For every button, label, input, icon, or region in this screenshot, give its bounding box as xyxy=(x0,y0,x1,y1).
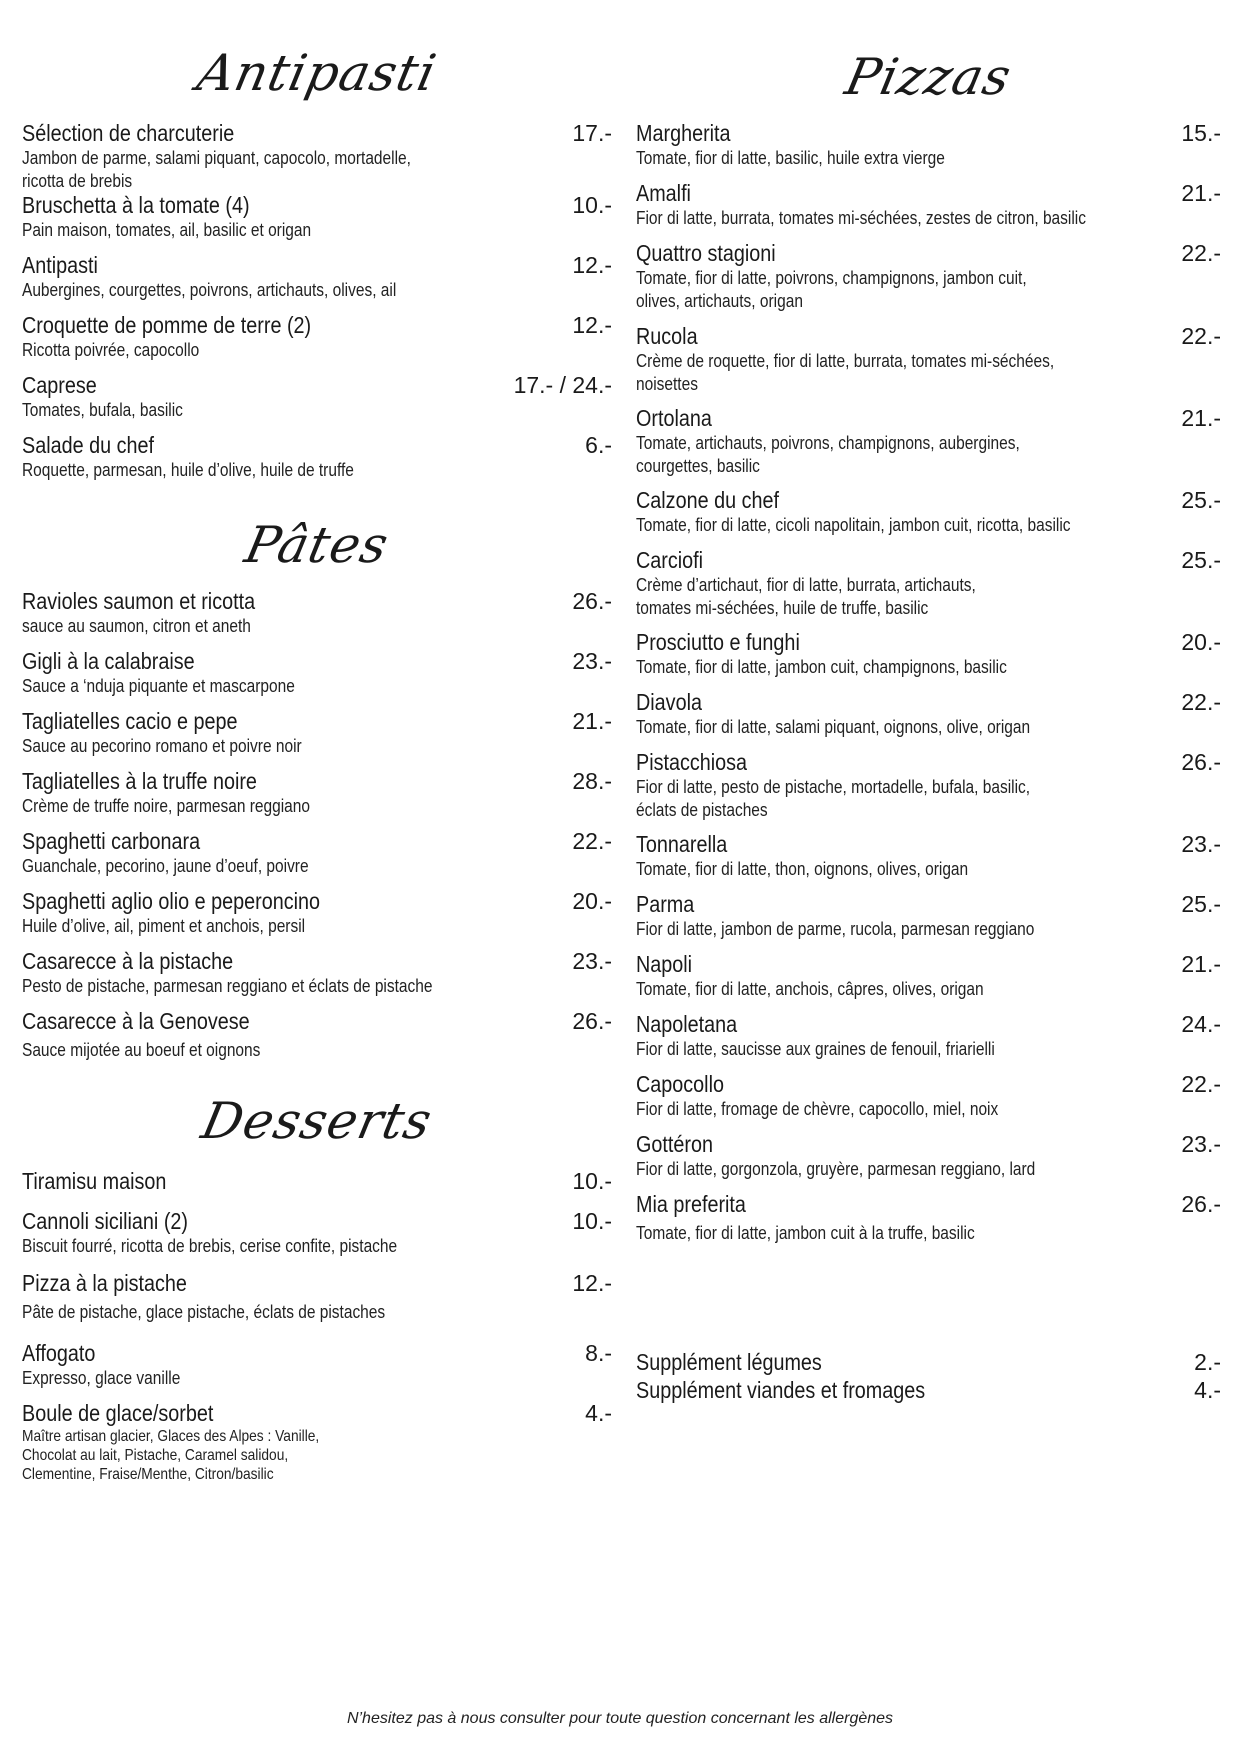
item-name: Tiramisu maison xyxy=(22,1168,167,1194)
item-name: Mia preferita xyxy=(636,1191,746,1217)
item-desc: Tomate, artichauts, poivrons, champignons, aubergines, courgettes, basilic xyxy=(636,433,1020,476)
item-price: 15.- xyxy=(1181,120,1221,146)
item-price: 23.- xyxy=(1181,1131,1221,1157)
antipasti-list xyxy=(22,120,612,492)
item-price: 23.- xyxy=(572,648,612,674)
item-desc: Crème de truffe noire, parmesan reggiano xyxy=(22,796,310,816)
item-name: Sélection de charcuterie xyxy=(22,120,235,146)
item-desc: Tomate, fior di latte, anchois, câpres, olives, origan xyxy=(636,979,984,999)
item-price: 25.- xyxy=(1181,891,1221,917)
item-name: Napoletana xyxy=(636,1011,738,1037)
item-name: Tagliatelles à la truffe noire xyxy=(22,768,257,794)
item-price: 6.- xyxy=(585,432,612,458)
item-price: 10.- xyxy=(572,192,612,218)
menu-item xyxy=(22,948,612,1008)
item-name: Quattro stagioni xyxy=(636,240,776,266)
menu-item xyxy=(22,1340,612,1400)
item-name: Pistacchiosa xyxy=(636,749,748,775)
menu-item xyxy=(636,831,1221,891)
antipasti-title: Antipasti xyxy=(192,44,442,102)
allergen-note: N’hesitez pas à nous consulter pour toute question concernant les allergènes xyxy=(346,1710,894,1727)
supplement-price: 4.- xyxy=(1194,1377,1221,1403)
menu-item xyxy=(22,432,612,492)
item-desc: Guanchale, pecorino, jaune d’oeuf, poivre xyxy=(22,856,309,876)
item-price: 26.- xyxy=(572,588,612,614)
item-price: 24.- xyxy=(1181,1011,1221,1037)
item-desc: Fior di latte, saucisse aux graines de fenouil, friarielli xyxy=(636,1039,995,1059)
pates-list xyxy=(22,588,612,1072)
menu-item xyxy=(636,547,1221,629)
item-name: Croquette de pomme de terre (2) xyxy=(22,312,312,338)
item-name: Salade du chef xyxy=(22,432,154,458)
item-name: Tagliatelles cacio e pepe xyxy=(22,708,238,734)
item-price: 22.- xyxy=(572,828,612,854)
item-desc: Crème de roquette, fior di latte, burrata, tomates mi-séchées, noisettes xyxy=(636,351,1055,394)
menu-item xyxy=(22,192,612,252)
menu-item xyxy=(22,120,612,192)
item-name: Parma xyxy=(636,891,695,917)
item-name: Amalfi xyxy=(636,180,691,206)
menu-item xyxy=(636,180,1221,240)
item-name: Ortolana xyxy=(636,405,712,431)
item-price: 22.- xyxy=(1181,240,1221,266)
item-desc: Tomate, fior di latte, jambon cuit à la truffe, basilic xyxy=(636,1223,975,1243)
item-name: Affogato xyxy=(22,1340,96,1366)
item-name: Boule de glace/sorbet xyxy=(22,1400,214,1426)
menu-item xyxy=(636,120,1221,180)
item-desc: Expresso, glace vanille xyxy=(22,1368,181,1388)
pizzas-title: Pizzas xyxy=(840,48,1017,106)
menu-item xyxy=(22,1008,612,1072)
item-desc: Sauce a ‘nduja piquante et mascarpone xyxy=(22,676,295,696)
supplement-name: Supplément viandes et fromages xyxy=(636,1377,926,1403)
item-price: 28.- xyxy=(572,768,612,794)
menu-item xyxy=(22,1168,612,1208)
item-desc: Crème d’artichaut, fior di latte, burrata, artichauts, tomates mi-séchées, huile de truffe, basilic xyxy=(636,575,976,618)
item-price: 10.- xyxy=(572,1168,612,1194)
item-name: Diavola xyxy=(636,689,702,715)
item-price: 25.- xyxy=(1181,487,1221,513)
item-price: 17.- / 24.- xyxy=(513,372,612,398)
item-desc: Pain maison, tomates, ail, basilic et origan xyxy=(22,220,312,240)
item-desc: sauce au saumon, citron et aneth xyxy=(22,616,251,636)
item-price: 4.- xyxy=(585,1400,612,1426)
item-name: Antipasti xyxy=(22,252,98,278)
item-price: 23.- xyxy=(572,948,612,974)
menu-item xyxy=(636,240,1221,323)
menu-item xyxy=(636,1011,1221,1071)
item-price: 26.- xyxy=(1181,1191,1221,1217)
item-desc: Tomate, fior di latte, thon, oignons, olives, origan xyxy=(636,859,969,879)
item-name: Pizza à la pistache xyxy=(22,1270,187,1296)
menu-item xyxy=(636,1071,1221,1131)
item-price: 20.- xyxy=(572,888,612,914)
menu-item xyxy=(22,252,612,312)
item-desc: Sauce au pecorino romano et poivre noir xyxy=(22,736,302,756)
menu-item xyxy=(22,1208,612,1270)
menu-item xyxy=(22,1270,612,1340)
right-column xyxy=(636,0,1221,1405)
item-desc: Fior di latte, jambon de parme, rucola, parmesan reggiano xyxy=(636,919,1035,939)
item-price: 21.- xyxy=(572,708,612,734)
item-price: 22.- xyxy=(1181,323,1221,349)
item-price: 12.- xyxy=(572,252,612,278)
item-name: Gottéron xyxy=(636,1131,713,1157)
item-desc: Tomate, fior di latte, cicoli napolitain, jambon cuit, ricotta, basilic xyxy=(636,515,1071,535)
menu-item xyxy=(22,768,612,828)
pates-title: Pâtes xyxy=(240,516,394,574)
item-price: 12.- xyxy=(572,1270,612,1296)
item-desc: Fior di latte, burrata, tomates mi-séchées, zestes de citron, basilic xyxy=(636,208,1086,228)
item-desc: Pâte de pistache, glace pistache, éclats de pistaches xyxy=(22,1302,386,1322)
item-name: Carciofi xyxy=(636,547,704,573)
item-name: Spaghetti aglio olio e peperoncino xyxy=(22,888,321,914)
menu-item xyxy=(22,888,612,948)
item-desc: Tomate, fior di latte, jambon cuit, champignons, basilic xyxy=(636,657,1007,677)
item-name: Bruschetta à la tomate (4) xyxy=(22,192,250,218)
item-price: 26.- xyxy=(1181,749,1221,775)
menu-item xyxy=(636,689,1221,749)
item-price: 21.- xyxy=(1181,951,1221,977)
menu-item xyxy=(22,1400,612,1484)
item-name: Casarecce à la pistache xyxy=(22,948,234,974)
item-desc: Roquette, parmesan, huile d’olive, huile de truffe xyxy=(22,460,354,480)
item-desc: Jambon de parme, salami piquant, capocolo, mortadelle, ricotta de brebis xyxy=(22,148,411,191)
item-desc: Aubergines, courgettes, poivrons, artichauts, olives, ail xyxy=(22,280,397,300)
item-name: Ravioles saumon et ricotta xyxy=(22,588,256,614)
item-price: 10.- xyxy=(572,1208,612,1234)
item-price: 17.- xyxy=(572,120,612,146)
menu-item xyxy=(22,648,612,708)
menu-item xyxy=(636,749,1221,831)
item-name: Caprese xyxy=(22,372,97,398)
item-price: 25.- xyxy=(1181,547,1221,573)
item-name: Prosciutto e funghi xyxy=(636,629,800,655)
item-name: Tonnarella xyxy=(636,831,728,857)
item-desc: Maître artisan glacier, Glaces des Alpes : Vanille, Chocolat au lait, Pistache, Caramel salidou, Clementine, Fraise/Menthe, Citron/basilic xyxy=(22,1428,320,1483)
item-name: Calzone du chef xyxy=(636,487,779,513)
item-price: 23.- xyxy=(1181,831,1221,857)
supplement-name: Supplément légumes xyxy=(636,1349,822,1375)
item-desc: Fior di latte, fromage de chèvre, capocollo, miel, noix xyxy=(636,1099,999,1119)
item-price: 26.- xyxy=(572,1008,612,1034)
menu-item xyxy=(636,1191,1221,1251)
item-price: 20.- xyxy=(1181,629,1221,655)
menu-item xyxy=(636,1131,1221,1191)
item-desc: Tomate, fior di latte, salami piquant, oignons, olive, origan xyxy=(636,717,1031,737)
item-price: 12.- xyxy=(572,312,612,338)
menu-item xyxy=(636,629,1221,689)
menu-item xyxy=(636,951,1221,1011)
item-name: Spaghetti carbonara xyxy=(22,828,201,854)
item-desc: Fior di latte, gorgonzola, gruyère, parmesan reggiano, lard xyxy=(636,1159,1036,1179)
item-desc: Fior di latte, pesto de pistache, mortadelle, bufala, basilic, éclats de pistaches xyxy=(636,777,1031,820)
item-desc: Tomates, bufala, basilic xyxy=(22,400,183,420)
item-desc: Tomate, fior di latte, basilic, huile extra vierge xyxy=(636,148,945,168)
item-desc: Huile d’olive, ail, piment et anchois, persil xyxy=(22,916,306,936)
item-price: 22.- xyxy=(1181,689,1221,715)
supplements-list xyxy=(636,1349,1221,1405)
menu-item xyxy=(636,405,1221,487)
menu-item xyxy=(636,891,1221,951)
item-price: 21.- xyxy=(1181,405,1221,431)
menu-item xyxy=(636,323,1221,405)
item-desc: Tomate, fior di latte, poivrons, champignons, jambon cuit, olives, artichauts, origan xyxy=(636,268,1027,311)
menu-item xyxy=(22,372,612,432)
left-column xyxy=(22,0,612,1484)
item-price: 22.- xyxy=(1181,1071,1221,1097)
supplement-item xyxy=(636,1349,1221,1377)
item-name: Casarecce à la Genovese xyxy=(22,1008,250,1034)
item-name: Gigli à la calabraise xyxy=(22,648,195,674)
item-desc: Ricotta poivrée, capocollo xyxy=(22,340,200,360)
menu-item xyxy=(22,708,612,768)
item-name: Rucola xyxy=(636,323,698,349)
item-name: Margherita xyxy=(636,120,731,146)
supplement-item xyxy=(636,1377,1221,1405)
item-desc: Biscuit fourré, ricotta de brebis, cerise confite, pistache xyxy=(22,1236,398,1256)
item-desc: Pesto de pistache, parmesan reggiano et éclats de pistache xyxy=(22,976,433,996)
item-name: Capocollo xyxy=(636,1071,724,1097)
desserts-list xyxy=(22,1168,612,1484)
menu-item xyxy=(22,312,612,372)
menu-item xyxy=(636,487,1221,547)
item-price: 8.- xyxy=(585,1340,612,1366)
item-desc: Sauce mijotée au boeuf et oignons xyxy=(22,1040,261,1060)
item-price: 21.- xyxy=(1181,180,1221,206)
menu-item xyxy=(22,588,612,648)
item-name: Napoli xyxy=(636,951,693,977)
supplement-price: 2.- xyxy=(1194,1349,1221,1375)
pizzas-list xyxy=(636,120,1221,1251)
desserts-title: Desserts xyxy=(196,1092,438,1150)
item-name: Cannoli siciliani (2) xyxy=(22,1208,189,1234)
menu-item xyxy=(22,828,612,888)
